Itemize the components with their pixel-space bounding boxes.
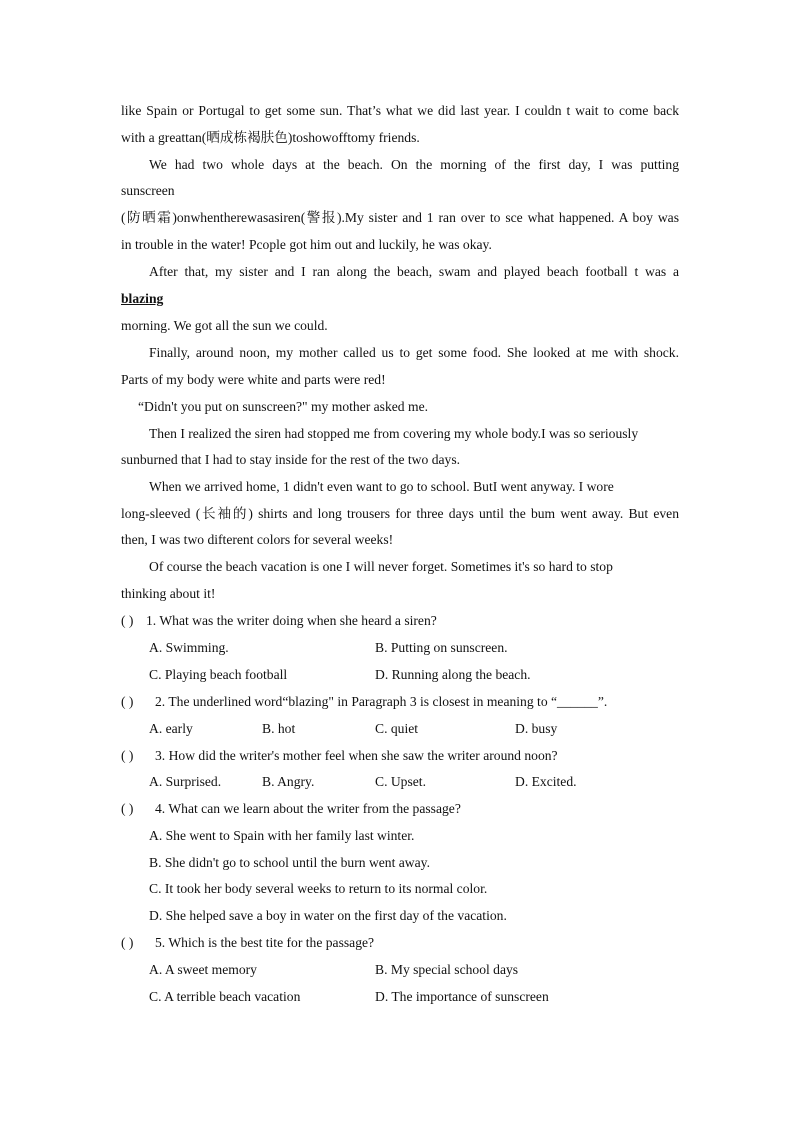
passage-line: like Spain or Portugal to get some sun. That’s what we did last year. I couldn t wait to come back [121, 103, 679, 118]
answer-blank: ( ) [121, 935, 134, 950]
q5-option-d: D. The importance of sunscreen [375, 989, 549, 1004]
passage-line: sunburned that I had to stay inside for the rest of the two days. [121, 452, 461, 467]
q2-option-b: B. hot [262, 721, 296, 736]
passage-line: long-sleeved (长袖的) shirts and long trousers for three days until the bum went away. But even [121, 506, 679, 521]
passage-line: Then I realized the siren had stopped me from covering my whole body.I was so seriously [149, 426, 639, 441]
q4-option-b: B. She didn't go to school until the burn went away. [149, 855, 430, 870]
q1-option-a: A. Swimming. [149, 640, 229, 655]
q4-option-c: C. It took her body several weeks to return to its normal color. [149, 881, 488, 896]
q3-option-a: A. Surprised. [149, 774, 222, 789]
passage-line: morning. We got all the sun we could. [121, 318, 328, 333]
answer-blank: ( ) [121, 694, 134, 709]
q5-option-a: A. A sweet memory [149, 962, 257, 977]
q2-option-c: C. quiet [375, 721, 419, 736]
q4-option-d: D. She helped save a boy in water on the first day of the vacation. [149, 908, 507, 923]
q5-option-c: C. A terrible beach vacation [149, 989, 301, 1004]
underlined-word-blazing: blazing [121, 291, 164, 306]
passage-line: Finally, around noon, my mother called us to get some food. She looked at me with shock. [149, 345, 679, 360]
passage-line: in trouble in the water! Pcople got him out and luckily, he was okay. [121, 237, 492, 252]
q1-option-d: D. Running along the beach. [375, 667, 531, 682]
passage-line: sunscreen [121, 183, 175, 198]
q3-option-d: D. Excited. [515, 774, 577, 789]
passage-line: Parts of my body were white and parts were red! [121, 372, 386, 387]
passage-line: thinking about it! [121, 586, 216, 601]
question-5-text: 5. Which is the best tite for the passage? [155, 935, 375, 950]
q4-option-a: A. She went to Spain with her family last winter. [149, 828, 415, 843]
question-1-text: 1. What was the writer doing when she heard a siren? [146, 613, 437, 628]
q2-option-d: D. busy [515, 721, 558, 736]
passage-line: Of course the beach vacation is one I will never forget. Sometimes it's so hard to stop [149, 559, 613, 574]
answer-blank: ( ) [121, 801, 134, 816]
question-4-text: 4. What can we learn about the writer from the passage? [155, 801, 461, 816]
passage-line: After that, my sister and I ran along the beach, swam and played beach football t was a [149, 264, 679, 279]
q1-option-b: B. Putting on sunscreen. [375, 640, 508, 655]
passage-line: When we arrived home, 1 didn't even want to go to school. ButI went anyway. I wore [149, 479, 614, 494]
q3-option-c: C. Upset. [375, 774, 426, 789]
q1-option-c: C. Playing beach football [149, 667, 288, 682]
answer-blank: ( ) [121, 748, 134, 763]
passage-line: (防晒霜)onwhentherewasasiren(警报).My sister and 1 ran over to sce what happened. A boy was [121, 210, 679, 225]
passage-line: We had two whole days at the beach. On the morning of the first day, I was putting [149, 157, 679, 172]
passage-line: then, I was two difterent colors for several weeks! [121, 532, 394, 547]
passage-line: “Didn't you put on sunscreen?" my mother asked me. [138, 399, 429, 414]
q3-option-b: B. Angry. [262, 774, 315, 789]
q5-option-b: B. My special school days [375, 962, 519, 977]
answer-blank: ( ) [121, 613, 134, 628]
passage-line: with a greattan(晒成栋褐肤色)toshowofftomy friends. [121, 130, 420, 145]
question-2-text: 2. The underlined word“blazing" in Paragraph 3 is closest in meaning to “______”. [155, 694, 608, 709]
question-3-text: 3. How did the writer's mother feel when she saw the writer around noon? [155, 748, 558, 763]
q2-option-a: A. early [149, 721, 193, 736]
